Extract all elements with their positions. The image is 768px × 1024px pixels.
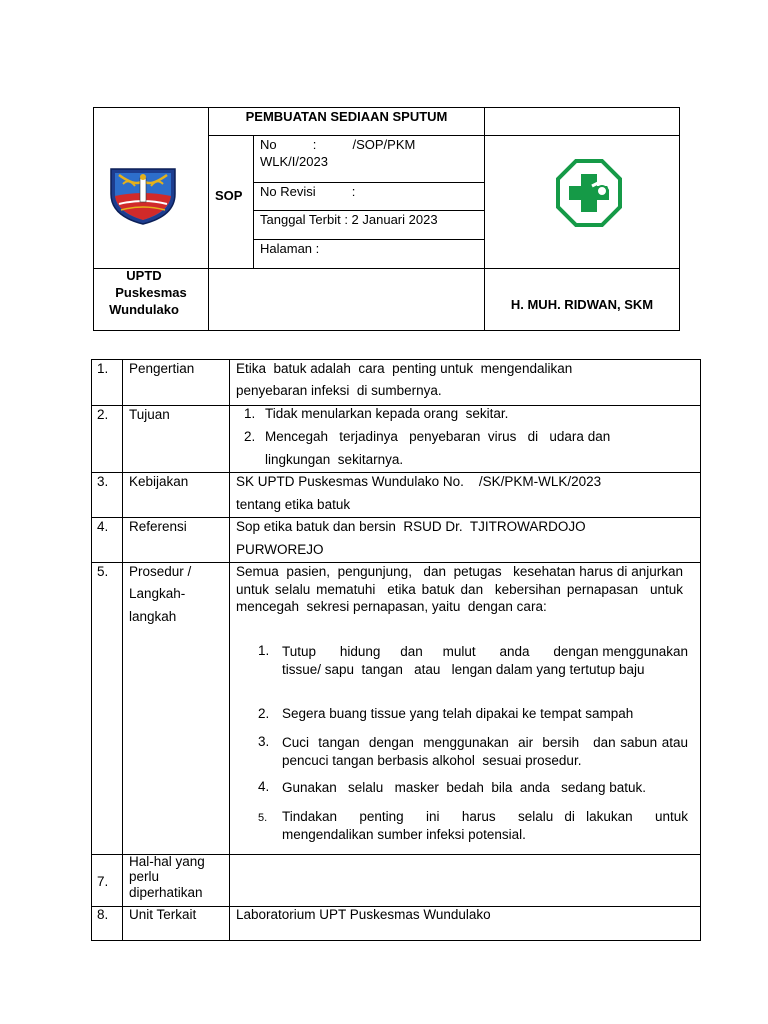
row-text-line: SK UPTD Puskesmas Wundulako No. /SK/PKM-WLK/2023 <box>236 474 602 489</box>
list-item-number: 2. <box>244 429 256 444</box>
row-number: 5. <box>97 564 109 579</box>
step-number: 4. <box>258 779 270 794</box>
row-number: 1. <box>97 361 109 376</box>
row-text-line: penyebaran infeksi di sumbernya. <box>236 383 442 398</box>
revision-number: No Revisi : <box>260 184 356 199</box>
step-text: Segera buang tissue yang telah dipakai ke tempat sampah <box>282 706 634 721</box>
list-item-text: lingkungan sekitarnya. <box>265 452 404 467</box>
row-number: 8. <box>97 907 109 922</box>
page-number: Halaman : <box>260 241 320 256</box>
step-text: Gunakan selalu masker bedah bila anda sedang batuk. <box>282 780 646 795</box>
row-text-line: PURWOREJO <box>236 542 324 557</box>
row-label: Tujuan <box>129 407 170 422</box>
row-label: Unit Terkait <box>129 907 197 922</box>
row-label-line: Hal-hal yang <box>129 854 205 869</box>
step-number: 3. <box>258 734 270 749</box>
puskesmas-green-cross-icon <box>556 159 622 227</box>
row-text-line: Etika batuk adalah cara penting untuk mengendalikan <box>236 361 573 376</box>
issue-date: Tanggal Terbit : 2 Januari 2023 <box>260 212 438 227</box>
row-label-line: perlu <box>129 869 160 884</box>
row-number: 4. <box>97 519 109 534</box>
organization-name-line3: Wundulako <box>109 302 179 317</box>
row-text-line: Sop etika batuk dan bersin RSUD Dr. TJITROWARDOJO <box>236 519 586 534</box>
organization-name <box>94 268 208 317</box>
row-text-line: Laboratorium UPT Puskesmas Wundulako <box>236 907 491 922</box>
step-text: Tutup hidung dan mulut anda dengan menggunakan tissue/ sapu tangan atau lengan dalam yang tertutup baju <box>282 644 696 677</box>
procedure-intro: Semua pasien, pengunjung, dan petugas kesehatan harus di anjurkan untuk selalu mematuhi etika batuk dan kebersihan pernapasan untuk mencegah sekresi pernapasan, yaitu dengan cara: <box>236 564 695 614</box>
row-number: 7. <box>97 874 109 889</box>
step-text: Cuci tangan dengan menggunakan air bersih dan sabun atau pencuci tangan berbasis alkohol sesuai prosedur. <box>282 735 692 768</box>
row-label: Kebijakan <box>129 474 189 489</box>
list-item-text: Mencegah terjadinya penyebaran virus di udara dan <box>265 429 611 444</box>
row-label-line: langkah <box>129 609 177 624</box>
row-number: 2. <box>97 407 109 422</box>
list-item-number: 1. <box>244 406 256 421</box>
step-text: Tindakan penting ini harus selalu di lakukan untuk mengendalikan sumber infeksi potensial. <box>282 809 692 842</box>
row-text-line: tentang etika batuk <box>236 497 351 512</box>
organization-name-line2: Puskesmas <box>115 285 187 300</box>
row-number: 3. <box>97 474 109 489</box>
row-label: Pengertian <box>129 361 195 376</box>
sop-number-line2: WLK/I/2023 <box>260 154 328 169</box>
step-number: 5. <box>258 812 268 824</box>
step-number: 1. <box>258 643 270 658</box>
sop-number-line1: No : /SOP/PKM <box>260 137 416 152</box>
list-item-text: Tidak menularkan kepada orang sekitar. <box>265 406 509 421</box>
regional-crest-icon <box>107 164 179 226</box>
document-title: PEMBUATAN SEDIAAN SPUTUM <box>245 109 448 124</box>
organization-name-line1: UPTD <box>126 268 162 283</box>
row-label-line: Prosedur / <box>129 564 192 579</box>
row-label: Referensi <box>129 519 187 534</box>
row-label-line: Langkah- <box>129 586 186 601</box>
signatory-name: H. MUH. RIDWAN, SKM <box>510 297 654 312</box>
row-label-line: diperhatikan <box>129 885 203 900</box>
step-number: 2. <box>258 706 270 721</box>
sop-label: SOP <box>215 188 243 203</box>
